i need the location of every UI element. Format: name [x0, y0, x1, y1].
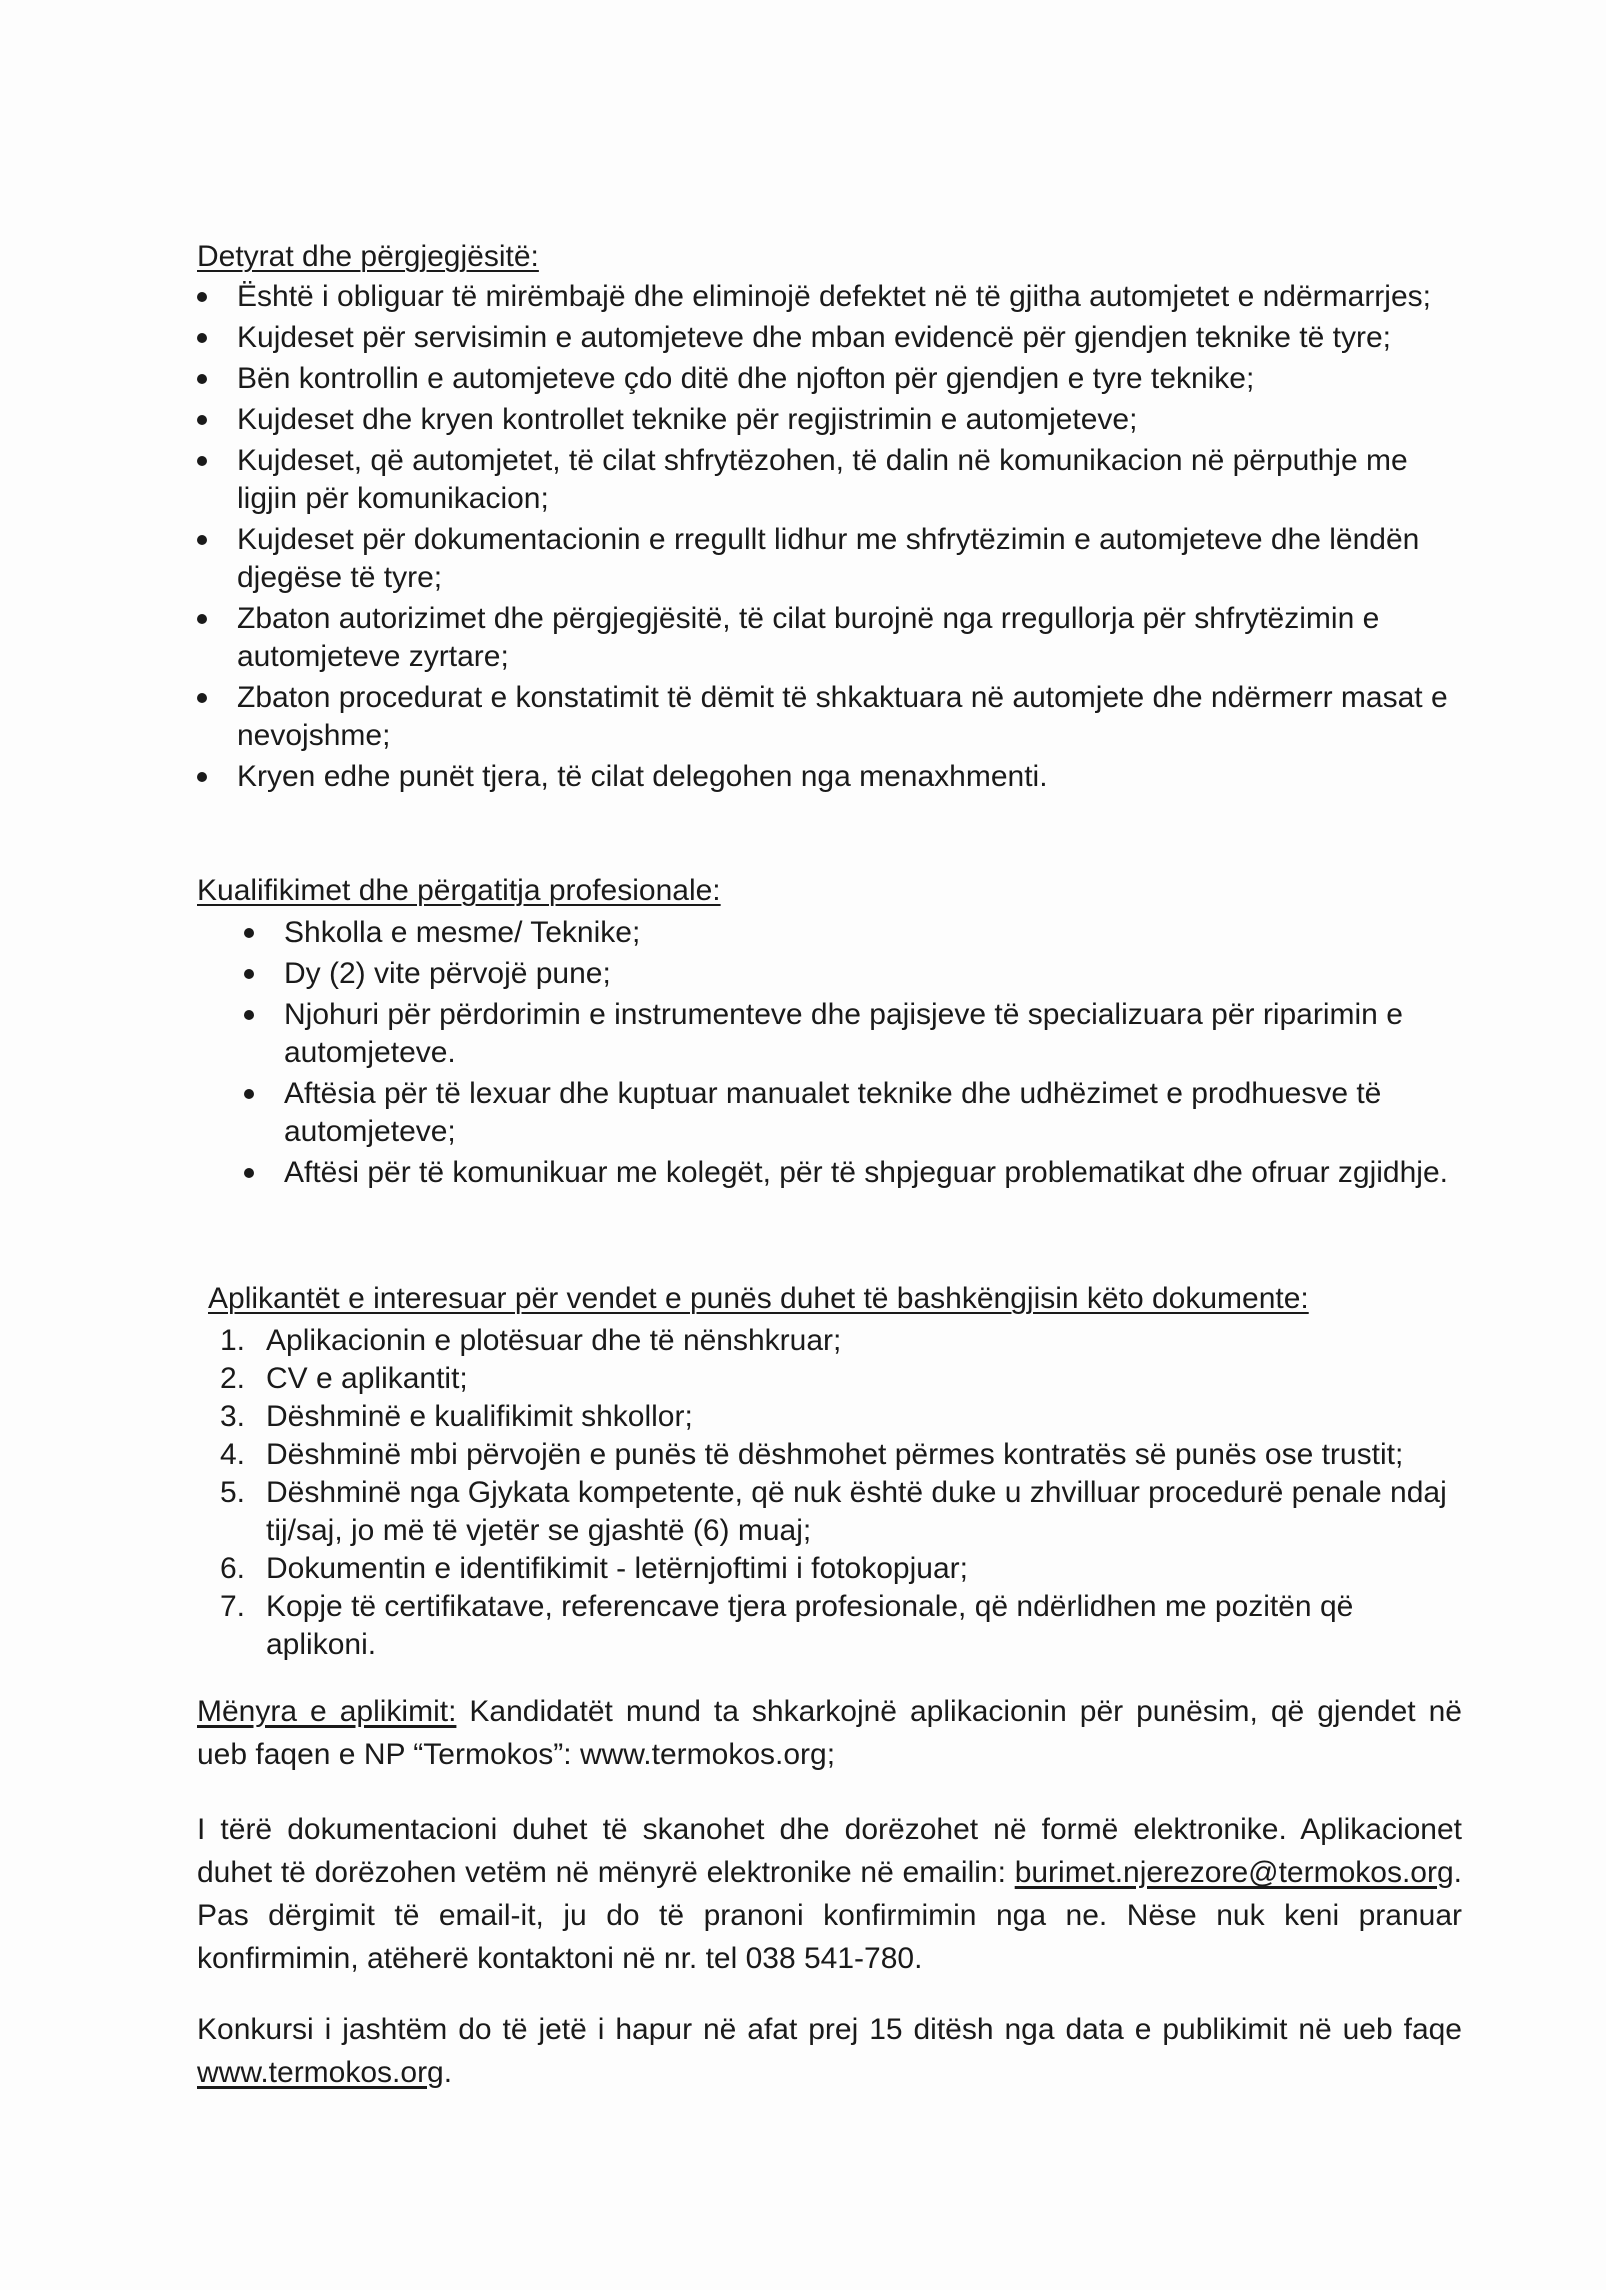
list-item: Dy (2) vite përvojë pune;	[244, 955, 1462, 993]
submission-text-after: . Pas dërgimit të email-it, ju do të pranoni konfirmimin nga ne. Nëse nuk keni pranuar konfirmimin, atëherë kontaktoni në nr. tel 038 541-780.	[197, 1856, 1462, 1975]
list-item: Kryen edhe punët tjera, të cilat delegohen nga menaxhmenti.	[197, 758, 1462, 796]
deadline-paragraph	[197, 2008, 1462, 2094]
document-item-number: 4.	[220, 1438, 246, 1471]
qualifications-list	[244, 914, 1462, 1195]
documents-list	[220, 1322, 1462, 1664]
list-item: Kujdeset për servisimin e automjeteve dhe mban evidencë për gjendjen teknike të tyre;	[197, 319, 1462, 357]
list-item: Njohuri për përdorimin e instrumenteve dhe pajisjeve të specializuara për riparimin e automjeteve.	[244, 996, 1462, 1072]
list-item: Zbaton autorizimet dhe përgjegjësitë, të cilat burojnë nga rregullorja për shfrytëzimin e automjeteve zyrtare;	[197, 600, 1462, 676]
document-item-number: 7.	[220, 1590, 246, 1623]
document-item	[220, 1322, 1462, 1360]
application-paragraph	[197, 1690, 1462, 1776]
duties-heading: Detyrat dhe përgjegjësitë:	[197, 240, 539, 273]
document-item-text: Dëshminë mbi përvojën e punës të dëshmohet përmes kontratës së punës ose trustit;	[266, 1438, 1404, 1471]
document-item-text: Aplikacionin e plotësuar dhe të nënshkruar;	[266, 1324, 842, 1357]
list-item: Kujdeset dhe kryen kontrollet teknike për regjistrimin e automjeteve;	[197, 401, 1462, 439]
list-item: Shkolla e mesme/ Teknike;	[244, 914, 1462, 952]
document-item	[220, 1474, 1462, 1550]
document-item	[220, 1550, 1462, 1588]
qualifications-heading: Kualifikimet dhe përgatitja profesionale:	[197, 874, 721, 907]
deadline-text: Konkursi i jashtëm do të jetë i hapur në afat prej 15 ditësh nga data e publikimit në ueb faqe	[197, 2013, 1462, 2046]
document-item-text: CV e aplikantit;	[266, 1362, 468, 1395]
deadline-end: .	[443, 2056, 453, 2089]
document-item-text: Dokumentin e identifikimit - letërnjoftimi i fotokopjuar;	[266, 1552, 968, 1585]
duties-list	[197, 278, 1462, 799]
application-label: Mënyra e aplikimit:	[197, 1695, 457, 1728]
document-item-text: Dëshminë nga Gjykata kompetente, që nuk është duke u zhvilluar procedurë penale ndaj tij/saj, jo më të vjetër se gjashtë (6) muaj;	[266, 1476, 1447, 1547]
submission-text-before: I tërë dokumentacioni duhet të skanohet dhe dorëzohet në formë elektronike. Aplikacionet duhet të dorëzohen vetëm në mënyrë elektronike në emailin:	[197, 1813, 1462, 1889]
application-text: Kandidatët mund ta shkarkojnë aplikacionin për punësim, që gjendet në ueb faqen e NP “Termokos”: www.termokos.org;	[197, 1695, 1462, 1771]
document-item-number: 5.	[220, 1476, 246, 1509]
document-item-number: 6.	[220, 1552, 246, 1585]
documents-heading: Aplikantët e interesuar për vendet e punës duhet të bashkëngjisin këto dokumente:	[208, 1282, 1309, 1315]
list-item: Aftësia për të lexuar dhe kuptuar manualet teknike dhe udhëzimet e prodhuesve të automjeteve;	[244, 1075, 1462, 1151]
submission-paragraph	[197, 1808, 1462, 1980]
document-item-text: Kopje të certifikatave, referencave tjera profesionale, që ndërlidhen me pozitën që aplikoni.	[266, 1590, 1354, 1661]
document-item	[220, 1398, 1462, 1436]
document-item	[220, 1436, 1462, 1474]
document-item-number: 2.	[220, 1362, 246, 1395]
list-item: Bën kontrollin e automjeteve çdo ditë dhe njofton për gjendjen e tyre teknike;	[197, 360, 1462, 398]
list-item: Zbaton procedurat e konstatimit të dëmit të shkaktuara në automjete dhe ndërmerr masat e nevojshme;	[197, 679, 1462, 755]
document-item-number: 3.	[220, 1400, 246, 1433]
list-item: Aftësi për të komunikuar me kolegët, për të shpjeguar problematikat dhe ofruar zgjidhje.	[244, 1154, 1462, 1192]
document-item-number: 1.	[220, 1324, 246, 1357]
list-item: Kujdeset, që automjetet, të cilat shfrytëzohen, të dalin në komunikacion në përputhje me ligjin për komunikacion;	[197, 442, 1462, 518]
website-link[interactable]: www.termokos.org	[197, 2056, 444, 2089]
document-item	[220, 1360, 1462, 1398]
document-item-text: Dëshminë e kualifikimit shkollor;	[266, 1400, 693, 1433]
list-item: Është i obliguar të mirëmbajë dhe eliminojë defektet në të gjitha automjetet e ndërmarrjes;	[197, 278, 1462, 316]
document-item	[220, 1588, 1462, 1664]
list-item: Kujdeset për dokumentacionin e rregullt lidhur me shfrytëzimin e automjeteve dhe lëndën djegëse të tyre;	[197, 521, 1462, 597]
submission-email-link[interactable]: burimet.njerezore@termokos.org	[1014, 1856, 1454, 1889]
